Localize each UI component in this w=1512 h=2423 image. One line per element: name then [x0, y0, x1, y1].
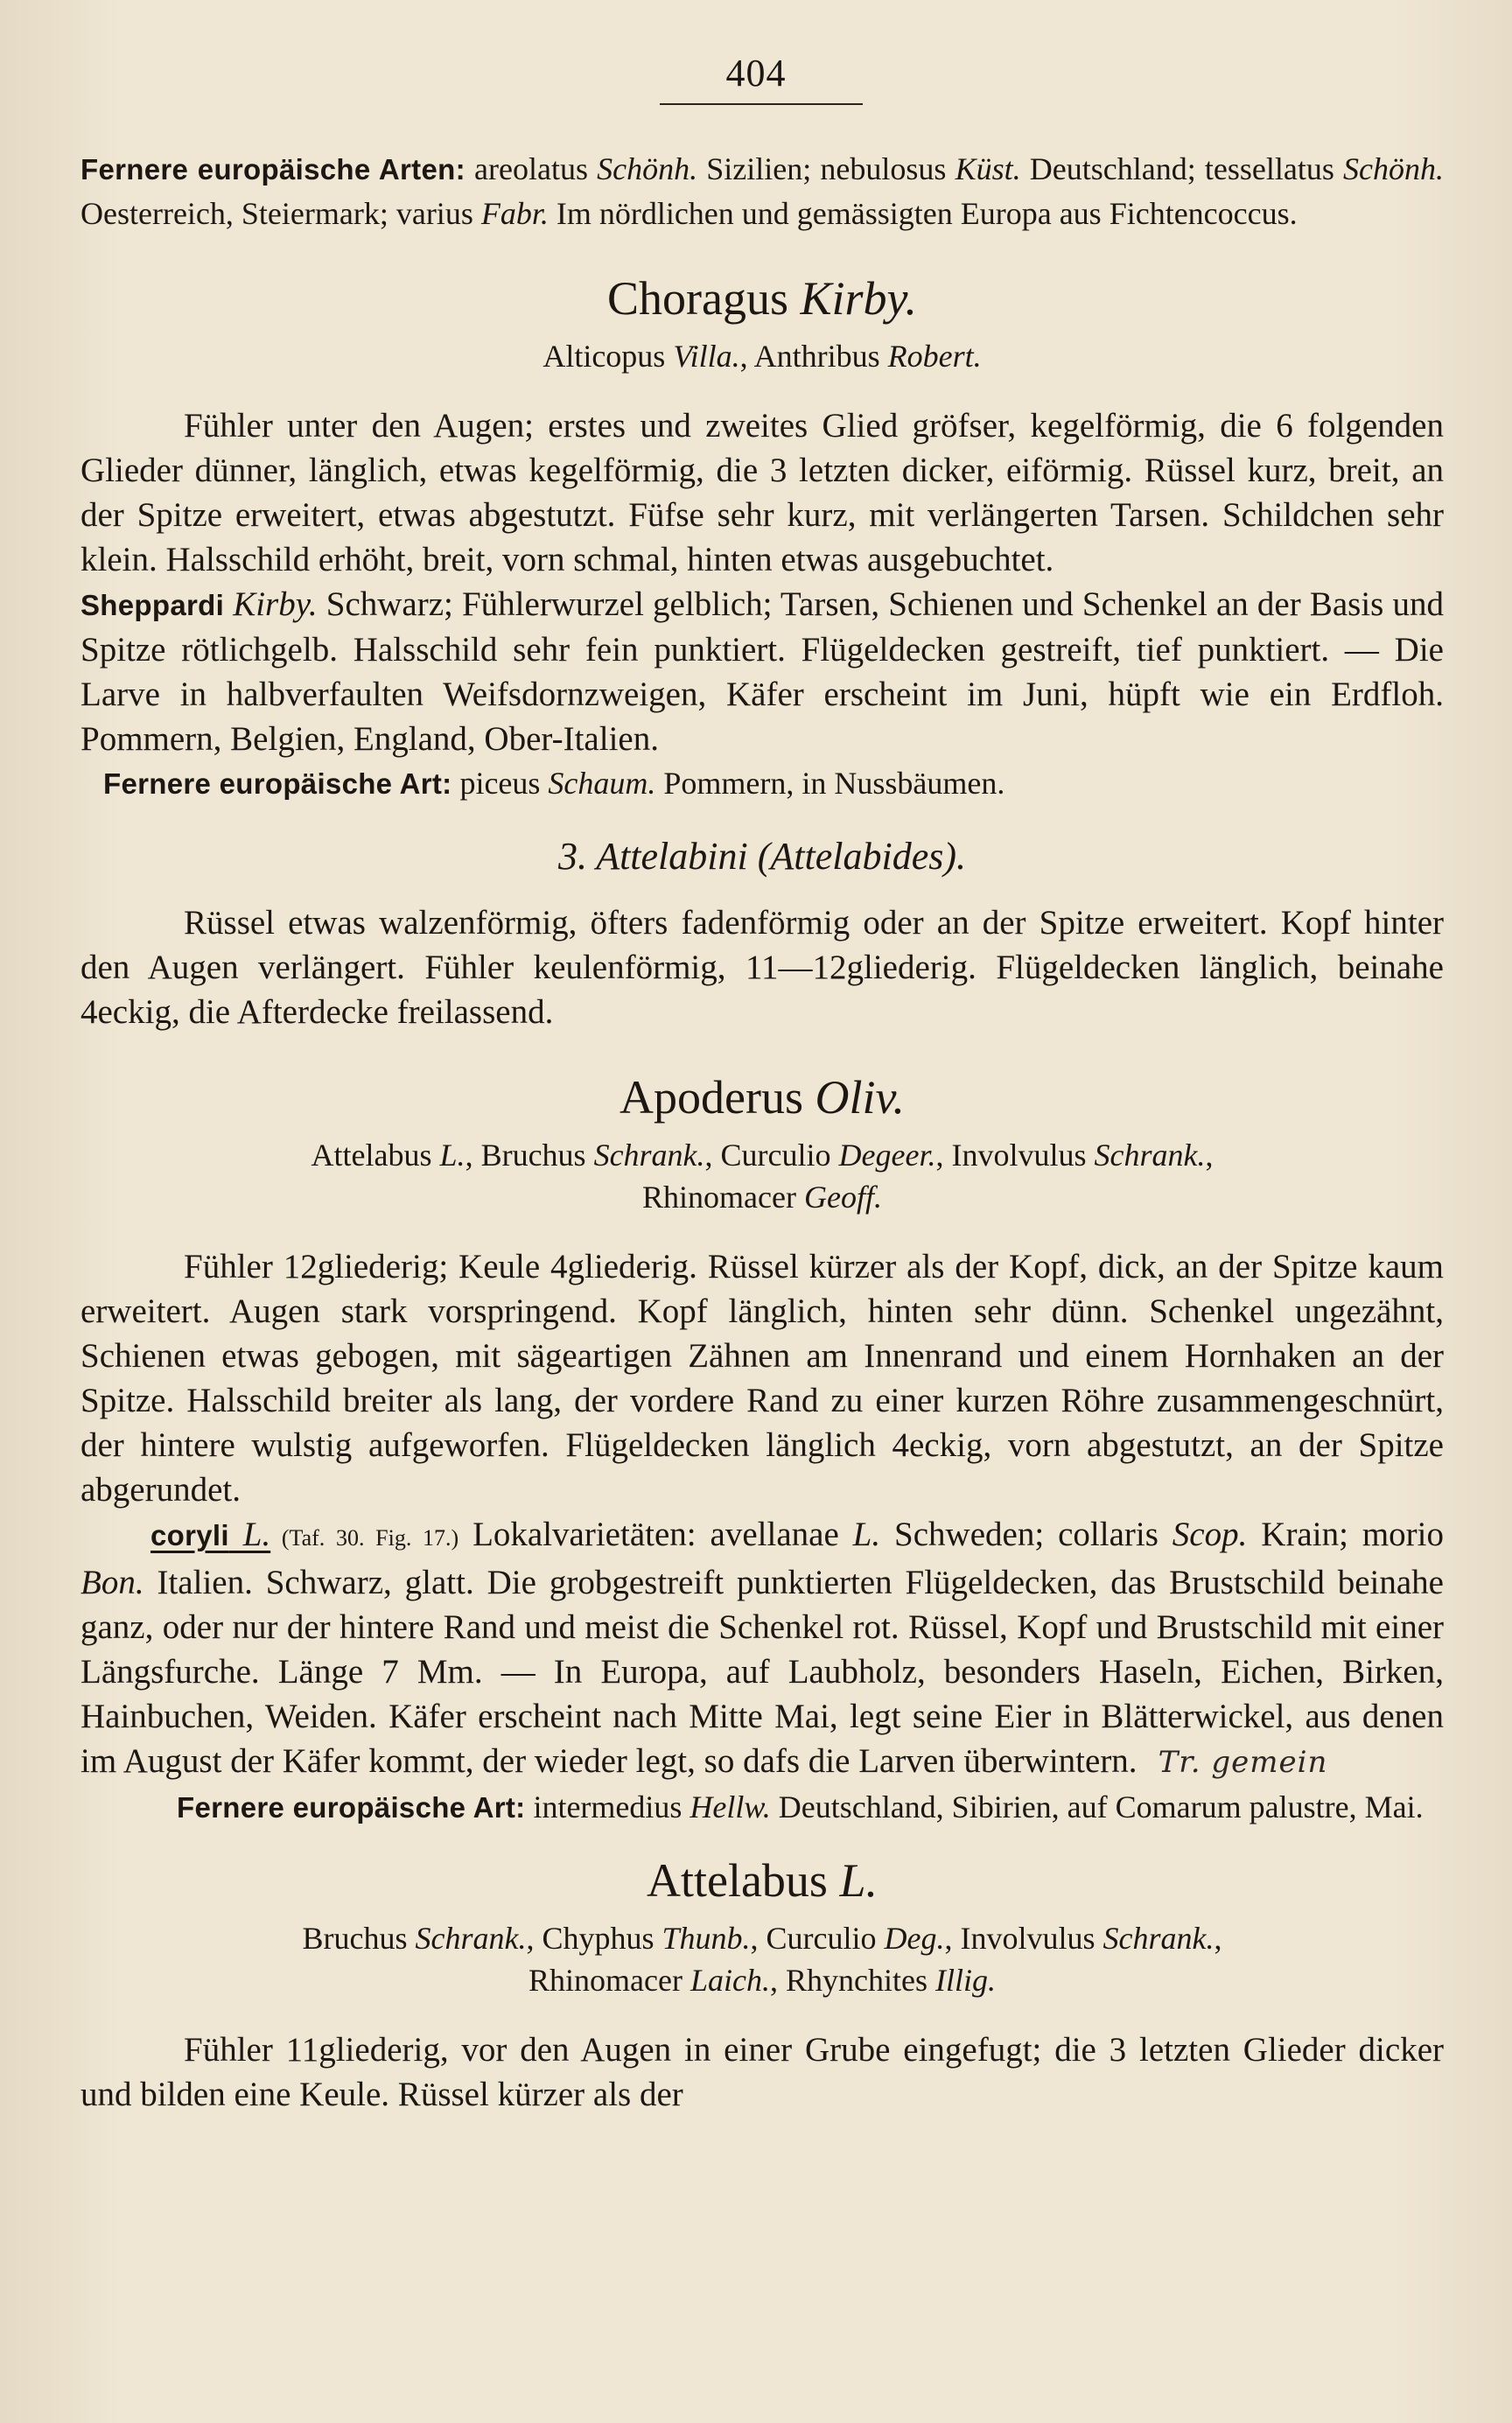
author-name: Bon.	[80, 1564, 144, 1601]
text-span: Attelabus	[311, 1138, 440, 1173]
tribe-heading: 3. Attelabini (Attelabides).	[558, 835, 966, 878]
author-name: Scop.	[1172, 1516, 1248, 1553]
genus-name: Attelabus	[646, 1854, 840, 1907]
species-description: Italien. Schwarz, glatt. Die grobgestreift punktierten Flügeldecken, das Brustschild beinahe ganz, oder nur der hintere Rand und meist die Schenkel rot. Rüssel, Kopf und Brustschild mit einer Längsfurche. Länge 7 Mm. — In Europa, auf Laubholz, besonders Haseln, Eichen, Birken, Hainbuchen, Weiden. Käfer erscheint nach Mitte Mai, legt seine Eier in Blätterwickel, aus denen im August der Käfer kommt, der wieder legt, so dafs die Larven überwintern.	[80, 1564, 1444, 1780]
further-species-paragraph	[80, 147, 1444, 235]
text-span: , Bruchus	[465, 1138, 594, 1173]
species-author: L.	[228, 1516, 271, 1553]
plate-reference: (Taf. 30. Fig. 17.)	[270, 1525, 459, 1551]
species-description: Schwarz; Fühlerwurzel gelblich; Tarsen, Schienen und Schenkel an der Basis und Spitze rötlichgelb. Halsschild sehr fein punktiert. Flügeldecken gestreift, tief punktiert. — Die Larve in halbverfaulten Weifsdornzweigen, Käfer erscheint im Juni, hüpft wie ein Erdfloh. Pommern, Belgien, England, Ober-Italien.	[80, 585, 1444, 758]
text-span: ,	[1205, 1138, 1214, 1173]
genus-heading-attelabus	[80, 1852, 1444, 1908]
further-species-label: Fernere europäische Art:	[177, 1791, 526, 1824]
author-name: Schaum.	[548, 766, 656, 801]
genus-name: Apoderus	[620, 1071, 816, 1124]
genus-description-attelabus: Fühler 11gliederig, vor den Augen in einer Grube eingefugt; die 3 letzten Glieder dicker und bilden eine Keule. Rüssel kürzer als der	[80, 2031, 1444, 2113]
author-name: Geoff.	[803, 1180, 882, 1215]
species-author: Kirby.	[224, 585, 318, 623]
further-species-label: Fernere europäische Art:	[103, 767, 452, 800]
author-name: Robert.	[887, 339, 982, 374]
text-span: Deutschland; tessellatus	[1020, 151, 1344, 186]
species-entry-sheppardi	[80, 582, 1444, 761]
author-name: Schrank.	[1102, 1921, 1214, 1956]
further-species-apoderus	[177, 1785, 1444, 1830]
text-span: intermedius	[525, 1789, 690, 1824]
author-name: L.	[439, 1138, 466, 1173]
author-name: Küst.	[955, 151, 1021, 186]
page-content	[80, 147, 1444, 2117]
genus-author: Kirby.	[800, 272, 917, 325]
text-span: Deutschland, Sibirien, auf Comarum palustre, Mai.	[770, 1789, 1424, 1824]
text-span: Bruchus	[302, 1921, 416, 1956]
genus-author: L.	[839, 1854, 878, 1907]
page-number: 404	[725, 52, 787, 95]
tribe-description: Rüssel etwas walzenförmig, öfters fadenförmig oder an der Spitze erweitert. Kopf hinter den Augen verlängert. Fühler keulenförmig, 11—12gliederig. Flügeldecken länglich, beinahe 4eckig, die Afterdecke freilassend.	[80, 904, 1444, 1031]
species-name: Sheppardi	[80, 589, 225, 621]
text-span: Oesterreich, Steiermark; varius	[80, 196, 481, 231]
text-span: , Chyphus	[526, 1921, 662, 1956]
author-name: Illig.	[934, 1963, 996, 1998]
author-name: Deg.	[884, 1921, 945, 1956]
author-name: Fabr.	[480, 196, 549, 231]
author-name: L.	[852, 1516, 881, 1553]
author-name: Schönh.	[1343, 151, 1445, 186]
genus-heading-choragus	[80, 270, 1444, 326]
genus-description-apoderus: Fühler 12gliederig; Keule 4gliederig. Rüssel kürzer als der Kopf, dick, an der Spitze kaum erweitert. Augen stark vorspringend. Kopf länglich, hinten sehr dünn. Schenkel ungezähnt, Schienen etwas gebogen, mit sägeartigen Zähnen am Innenrand und einem Hornhaken an der Spitze. Halsschild breiter als lang, der vordere Rand zu einer kurzen Röhre zusammengeschnürt, der hintere wulstig aufgeworfen. Flügeldecken länglich 4eckig, vorn abgestutzt, an der Spitze abgerundet.	[80, 1248, 1444, 1509]
text-span: Sizilien; nebulosus	[697, 151, 956, 186]
text-span: areolatus	[465, 151, 598, 186]
text-span: , Anthribus	[739, 339, 888, 374]
text-span: piceus	[452, 766, 549, 801]
text-span: , Curculio	[704, 1138, 839, 1173]
further-species-choragus	[80, 761, 1444, 806]
text-span: , Involvulus	[944, 1921, 1103, 1956]
genus-author: Oliv.	[815, 1071, 905, 1124]
text-span: Rhinomacer	[642, 1180, 804, 1215]
synonyms-apoderus	[80, 1134, 1444, 1218]
author-name: Schrank.	[415, 1921, 527, 1956]
synonyms-choragus	[80, 335, 1444, 377]
species-name: coryli	[150, 1519, 229, 1551]
text-span: Schweden; collaris	[880, 1516, 1172, 1553]
header-rule	[660, 103, 863, 105]
author-name: Schrank.	[593, 1138, 705, 1173]
text-span: Rhinomacer	[528, 1963, 690, 1998]
species-entry-coryli	[80, 1512, 1444, 1785]
author-name: Hellw.	[690, 1789, 771, 1824]
author-name: Degeer.	[838, 1138, 936, 1173]
author-name: Laich.	[690, 1963, 770, 1998]
genus-heading-apoderus	[80, 1069, 1444, 1125]
author-name: Thunb.	[662, 1921, 751, 1956]
author-name: Villa.	[673, 339, 740, 374]
text-span: Alticopus	[542, 339, 674, 374]
genus-name: Choragus	[606, 272, 801, 325]
handwritten-annotation: Tr. gemein	[1158, 1745, 1328, 1780]
text-span: , Involvulus	[935, 1138, 1095, 1173]
text-span: , Rhynchites	[769, 1963, 935, 1998]
text-span: Krain; morio	[1247, 1516, 1444, 1553]
synonyms-attelabus	[80, 1917, 1444, 2001]
text-span: ,	[1214, 1921, 1222, 1956]
genus-description-choragus: Fühler unter den Augen; erstes und zweites Glied gröfser, kegelförmig, die 6 folgenden Glieder dünner, länglich, etwas kegelförmig, die 3 letzten dicker, eiförmig. Rüssel kurz, breit, an der Spitze erweitert, etwas abgestutzt. Füfse sehr kurz, mit verlängerten Tarsen. Schildchen sehr klein. Halsschild erhöht, breit, vorn schmal, hinten etwas ausgebuchtet.	[80, 407, 1444, 578]
text-span: , Curculio	[750, 1921, 885, 1956]
text-span: Lokalvarietäten: avellanae	[458, 1516, 853, 1553]
text-span: Pommern, in Nussbäumen.	[655, 766, 1005, 801]
author-name: Schrank.	[1094, 1138, 1206, 1173]
further-species-label: Fernere europäische Arten:	[80, 153, 466, 186]
text-span: Im nördlichen und gemässigten Europa aus Fichtencoccus.	[548, 196, 1298, 231]
author-name: Schönh.	[597, 151, 698, 186]
